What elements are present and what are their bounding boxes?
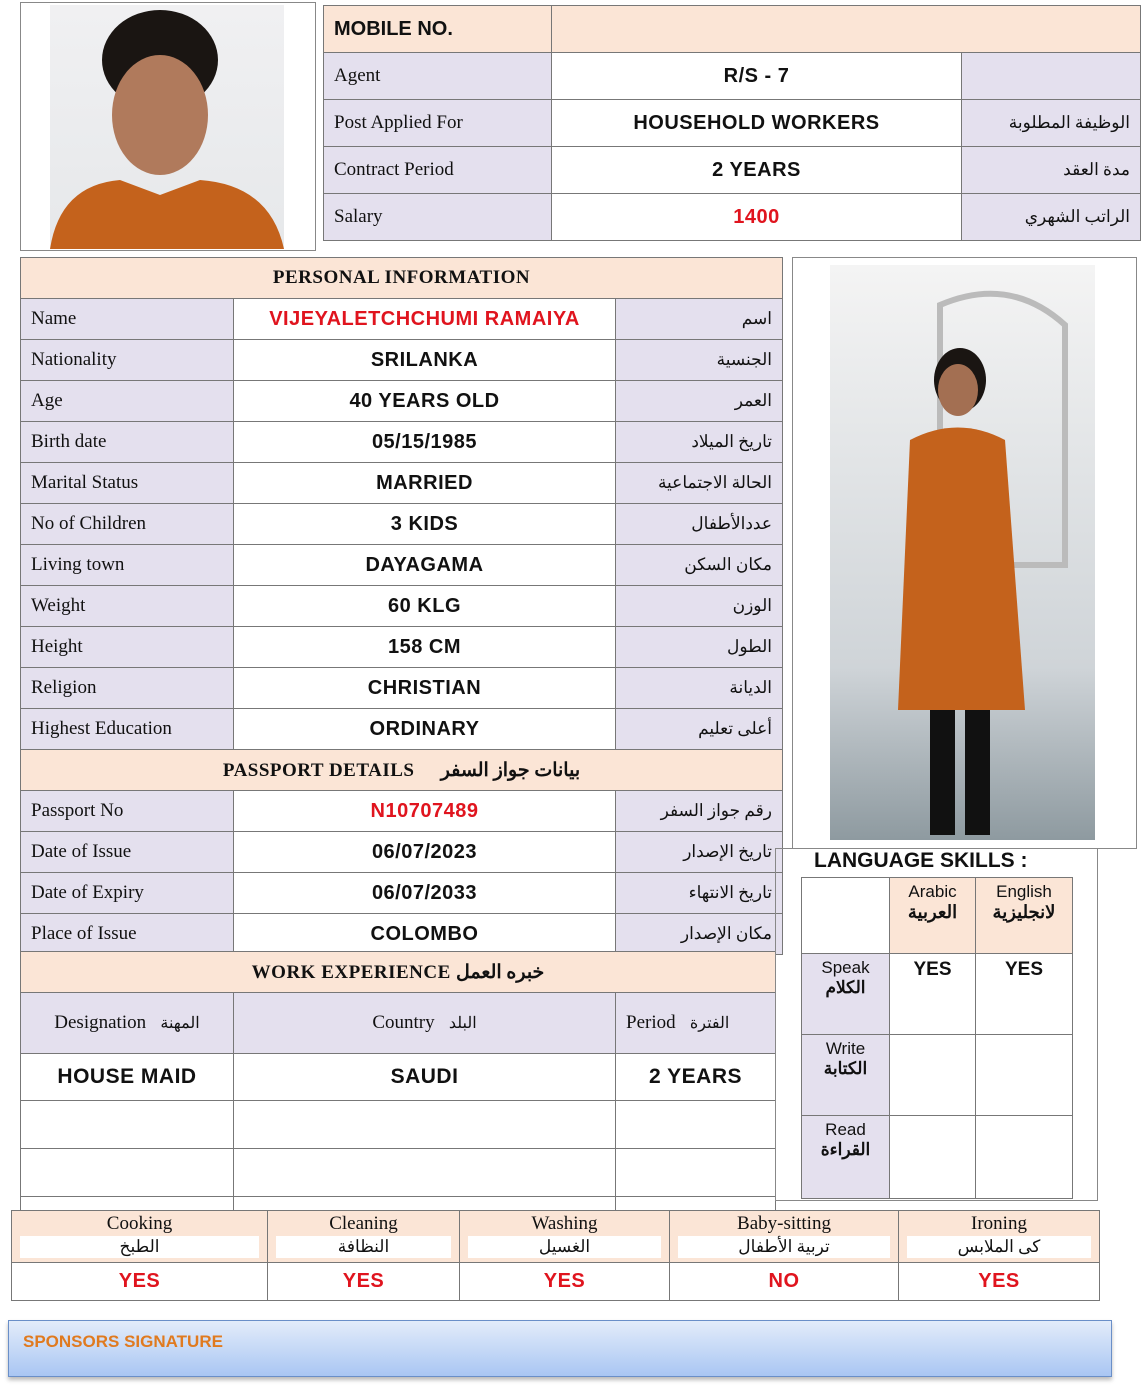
- salary-label-ar: الراتب الشهري: [962, 194, 1141, 241]
- field-label: Place of Issue: [21, 914, 234, 955]
- field-value: CHRISTIAN: [234, 668, 616, 709]
- field-value: 05/15/1985: [234, 422, 616, 463]
- language-skills-table: [801, 877, 1073, 1199]
- empty-cell: [21, 1149, 234, 1197]
- work-experience-table: [20, 951, 776, 1211]
- skill-label-ar: تربية الأطفال: [678, 1236, 890, 1258]
- agent-label: Agent: [324, 53, 552, 100]
- skill-en: Speak: [821, 958, 870, 977]
- skill-ar: الكتابة: [823, 1059, 868, 1078]
- personal-info-title: PERSONAL INFORMATION: [21, 258, 783, 299]
- language-skill-label: [802, 954, 890, 1035]
- field-value: ORDINARY: [234, 709, 616, 750]
- personal-info-table: [20, 257, 783, 955]
- empty-cell: [234, 1149, 616, 1197]
- language-row: [802, 954, 1073, 1035]
- post-label-ar: الوظيفة المطلوبة: [962, 100, 1141, 147]
- field-value: DAYAGAMA: [234, 545, 616, 586]
- skill-value: YES: [268, 1263, 460, 1301]
- skills-table: [11, 1210, 1100, 1301]
- country-header: [234, 993, 616, 1054]
- field-value: VIJEYALETCHCHUMI RAMAIYA: [234, 299, 616, 340]
- table-row: [21, 832, 783, 873]
- empty-cell: [21, 1197, 234, 1211]
- sponsor-signature-label: SPONSORS SIGNATURE: [23, 1332, 223, 1351]
- country-header-en: Country: [372, 1012, 435, 1033]
- field-label: Living town: [21, 545, 234, 586]
- english-level: [976, 1116, 1073, 1199]
- table-row: [21, 586, 783, 627]
- field-label-ar: أعلى تعليم: [616, 709, 783, 750]
- agent-value: R/S - 7: [552, 53, 962, 100]
- skill-label-en: Cooking: [106, 1212, 173, 1234]
- empty-cell: [616, 1101, 776, 1149]
- field-label: Name: [21, 299, 234, 340]
- field-label: Marital Status: [21, 463, 234, 504]
- field-label: Birth date: [21, 422, 234, 463]
- language-skill-label: [802, 1116, 890, 1199]
- field-value: SRILANKA: [234, 340, 616, 381]
- skill-value: YES: [460, 1263, 670, 1301]
- top-info-table: [323, 5, 1141, 241]
- work-country: SAUDI: [234, 1054, 616, 1101]
- table-row: [21, 709, 783, 750]
- english-col-header: [976, 878, 1073, 954]
- field-label-ar: مكان الإصدار: [616, 914, 783, 955]
- arabic-en: Arabic: [908, 882, 957, 901]
- english-level: YES: [976, 954, 1073, 1035]
- table-row: [21, 627, 783, 668]
- skill-header: [12, 1211, 268, 1263]
- skill-label-en: Baby-sitting: [737, 1212, 831, 1234]
- english-ar: لانجليزية: [992, 902, 1056, 922]
- english-en: English: [996, 882, 1052, 901]
- skill-ar: الكلام: [825, 978, 866, 997]
- field-label: Highest Education: [21, 709, 234, 750]
- field-value: COLOMBO: [234, 914, 616, 955]
- portrait-photo-frame: [20, 2, 316, 251]
- country-header-ar: البلد: [448, 1015, 477, 1032]
- salary-value: 1400: [552, 194, 962, 241]
- table-row: [21, 545, 783, 586]
- full-body-photo: [830, 265, 1095, 840]
- field-value: 60 KLG: [234, 586, 616, 627]
- skill-header: [899, 1211, 1100, 1263]
- field-value: 3 KIDS: [234, 504, 616, 545]
- skill-label-en: Washing: [531, 1212, 598, 1234]
- mobile-value: [552, 6, 1141, 53]
- mobile-label: MOBILE NO.: [324, 6, 552, 53]
- field-label-ar: العمر: [616, 381, 783, 422]
- work-designation: HOUSE MAID: [21, 1054, 234, 1101]
- table-row: [21, 381, 783, 422]
- table-row: [21, 422, 783, 463]
- skill-label-ar: الغسيل: [468, 1236, 661, 1258]
- field-label: Height: [21, 627, 234, 668]
- post-label: Post Applied For: [324, 100, 552, 147]
- work-title-ar: خبره العمل: [456, 961, 545, 983]
- language-row: [802, 1035, 1073, 1116]
- skill-ar: القراءة: [820, 1140, 871, 1159]
- table-row: [21, 463, 783, 504]
- arabic-level: [890, 1116, 976, 1199]
- skill-header: [460, 1211, 670, 1263]
- field-label-ar: تاريخ الإصدار: [616, 832, 783, 873]
- field-label-ar: رقم جواز السفر: [616, 791, 783, 832]
- field-label: Weight: [21, 586, 234, 627]
- empty-cell: [234, 1101, 616, 1149]
- field-label-ar: الطول: [616, 627, 783, 668]
- passport-title-en: PASSPORT DETAILS: [222, 759, 415, 781]
- period-header: [616, 993, 776, 1054]
- period-header-en: Period: [626, 1012, 676, 1033]
- field-label-ar: اسم: [616, 299, 783, 340]
- designation-header: [21, 993, 234, 1054]
- field-label: Date of Expiry: [21, 873, 234, 914]
- arabic-ar: العربية: [907, 902, 958, 922]
- work-title-en: WORK EXPERIENCE: [251, 961, 451, 983]
- field-value: MARRIED: [234, 463, 616, 504]
- field-label: No of Children: [21, 504, 234, 545]
- designation-header-en: Designation: [54, 1012, 147, 1033]
- field-label-ar: تاريخ الانتهاء: [616, 873, 783, 914]
- period-header-ar: الفترة: [689, 1015, 730, 1032]
- field-value: 40 YEARS OLD: [234, 381, 616, 422]
- post-value: HOUSEHOLD WORKERS: [552, 100, 962, 147]
- field-label-ar: مكان السكن: [616, 545, 783, 586]
- empty-cell: [234, 1197, 616, 1211]
- table-row: [21, 668, 783, 709]
- skill-en: Write: [825, 1039, 866, 1058]
- field-label: Religion: [21, 668, 234, 709]
- table-row: [21, 914, 783, 955]
- field-label: Date of Issue: [21, 832, 234, 873]
- skill-label-en: Ironing: [971, 1212, 1027, 1234]
- field-label-ar: الحالة الاجتماعية: [616, 463, 783, 504]
- agent-label-ar: [962, 53, 1141, 100]
- field-label: Age: [21, 381, 234, 422]
- field-label: Passport No: [21, 791, 234, 832]
- sponsor-signature-box[interactable]: [8, 1320, 1112, 1377]
- field-label-ar: عددالأطفال: [616, 504, 783, 545]
- work-title: [21, 952, 776, 993]
- designation-header-ar: المهنة: [160, 1015, 200, 1032]
- salary-label: Salary: [324, 194, 552, 241]
- contract-value: 2 YEARS: [552, 147, 962, 194]
- language-skill-label: [802, 1035, 890, 1116]
- field-value: 06/07/2033: [234, 873, 616, 914]
- skill-value: NO: [670, 1263, 899, 1301]
- contract-label-ar: مدة العقد: [962, 147, 1141, 194]
- skill-header: [268, 1211, 460, 1263]
- english-level: [976, 1035, 1073, 1116]
- table-row: [21, 791, 783, 832]
- table-row: [21, 504, 783, 545]
- skill-label-en: Cleaning: [329, 1212, 398, 1234]
- empty-cell: [802, 878, 890, 954]
- field-label-ar: الديانة: [616, 668, 783, 709]
- field-value: 06/07/2023: [234, 832, 616, 873]
- language-row: [802, 1116, 1073, 1199]
- field-value: N10707489: [234, 791, 616, 832]
- arabic-col-header: [890, 878, 976, 954]
- arabic-level: [890, 1035, 976, 1116]
- arabic-level: YES: [890, 954, 976, 1035]
- field-label-ar: تاريخ الميلاد: [616, 422, 783, 463]
- skill-label-ar: كى الملابس: [907, 1236, 1091, 1258]
- full-body-photo-frame: [792, 257, 1137, 849]
- passport-title-ar: بيانات جواز السفر: [440, 759, 581, 781]
- skill-en: Read: [825, 1120, 866, 1139]
- skill-header: [670, 1211, 899, 1263]
- table-row: [21, 340, 783, 381]
- skill-label-ar: النظافة: [276, 1236, 451, 1258]
- field-label-ar: الجنسية: [616, 340, 783, 381]
- field-label-ar: الوزن: [616, 586, 783, 627]
- field-value: 158 CM: [234, 627, 616, 668]
- skill-value: YES: [12, 1263, 268, 1301]
- table-row: [21, 299, 783, 340]
- skill-label-ar: الطبخ: [20, 1236, 259, 1258]
- passport-title: [21, 750, 783, 791]
- table-row: [21, 873, 783, 914]
- contract-label: Contract Period: [324, 147, 552, 194]
- empty-cell: [21, 1101, 234, 1149]
- empty-cell: [616, 1197, 776, 1211]
- skill-value: YES: [899, 1263, 1100, 1301]
- language-skills-title: LANGUAGE SKILLS :: [814, 849, 1028, 872]
- portrait-photo: [50, 5, 284, 249]
- empty-cell: [616, 1149, 776, 1197]
- work-period: 2 YEARS: [616, 1054, 776, 1101]
- field-label: Nationality: [21, 340, 234, 381]
